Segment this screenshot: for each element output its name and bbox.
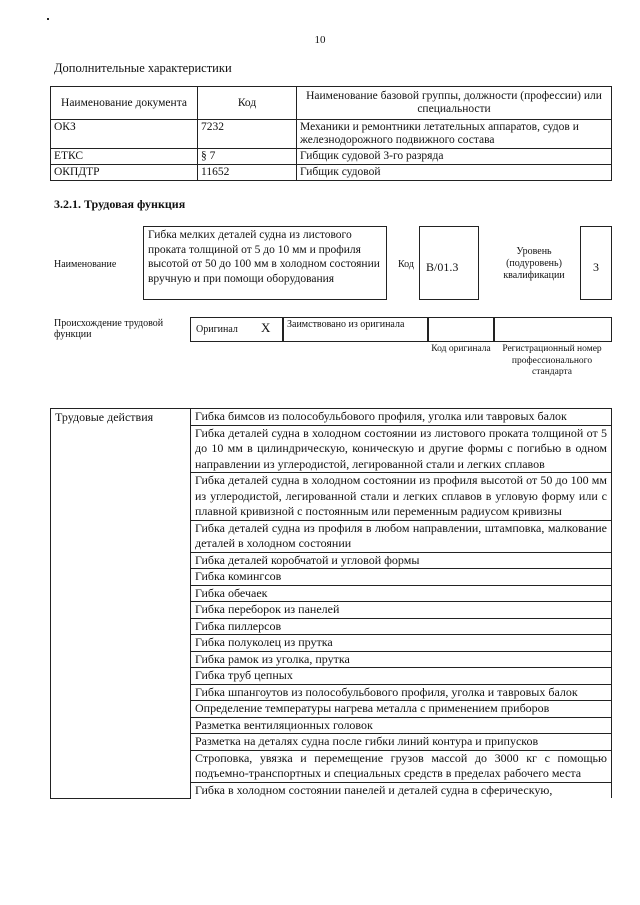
action-item: Гибка деталей судна в холодном состоянии из листового проката толщиной от 5 до 10 мм в цилиндрическую, коническую и другие формы с погибью в одном направлении из углеродистой, легированной стали и легких сплавов xyxy=(191,425,612,473)
function-name: Гибка мелких деталей судна из листового проката толщиной от 5 до 10 мм и профиля высотой от 50 до 100 мм в холодном состоянии вручную и при помощи оборудования xyxy=(143,226,387,300)
level-label: Уровень (подуровень) квалификации xyxy=(503,246,565,281)
action-item: Гибка рамок из уголка, прутка xyxy=(191,651,612,668)
borrowed-cell xyxy=(283,317,428,342)
reg-number-cell xyxy=(494,317,612,342)
code-original-cell xyxy=(428,317,494,342)
additional-table xyxy=(50,86,612,181)
cell-doc: ЕТКС xyxy=(51,149,198,165)
actions-label: Трудовые действия xyxy=(51,409,191,799)
table-row xyxy=(51,409,612,426)
header-group: Наименование базовой группы, должности (профессии) или специальности xyxy=(297,87,612,120)
labor-actions-table xyxy=(50,408,612,799)
action-item: Гибка бимсов из полособульбового профиля, уголка или тавровых балок xyxy=(191,409,612,426)
cell-name: Гибщик судовой xyxy=(297,165,612,181)
original-label: Оригинал xyxy=(196,324,238,335)
reg-number-caption: Регистрационный номер профессионального стандарта xyxy=(502,344,602,377)
labor-function-heading: 3.2.1. Трудовая функция xyxy=(54,197,186,211)
qualification-level: 3 xyxy=(580,226,612,300)
table-row xyxy=(51,165,612,181)
action-item: Гибка полуколец из прутка xyxy=(191,635,612,652)
cell-doc: ОКЗ xyxy=(51,120,198,149)
name-label: Наименование xyxy=(54,259,117,270)
action-item: Гибка обечаек xyxy=(191,585,612,602)
cell-name: Механики и ремонтники летательных аппаратов, судов и железнодорожного подвижного состава xyxy=(297,120,612,149)
action-item: Гибка переборок из панелей xyxy=(191,602,612,619)
action-item: Разметка вентиляционных головок xyxy=(191,717,612,734)
code-original-caption: Код оригинала xyxy=(431,344,491,354)
action-item: Гибка комингсов xyxy=(191,569,612,586)
code-label: Код xyxy=(398,259,414,270)
table-row xyxy=(51,120,612,149)
header-document: Наименование документа xyxy=(51,87,198,120)
action-item: Гибка шпангоутов из полособульбового профиля, уголка и тавровых балок xyxy=(191,684,612,701)
action-item: Разметка на деталях судна после гибки линий контура и припусков xyxy=(191,734,612,751)
scan-dot xyxy=(47,18,49,20)
borrowed-label: Заимствовано из оригинала xyxy=(287,319,405,330)
cell-code: § 7 xyxy=(198,149,297,165)
action-item: Гибка деталей судна в холодном состоянии из профиля высотой от 50 до 100 мм из углеродистой, легированной стали и легких сплавов в угловую форму или с плавной кривизной с постоянным или переменным радиусом кривизны xyxy=(191,473,612,521)
table-header-row xyxy=(51,87,612,120)
header-code: Код xyxy=(198,87,297,120)
original-mark: X xyxy=(261,320,271,335)
cell-name: Гибщик судовой 3-го разряда xyxy=(297,149,612,165)
page-number: 10 xyxy=(314,34,326,46)
cell-doc: ОКПДТР xyxy=(51,165,198,181)
function-code: B/01.3 xyxy=(419,226,479,300)
action-item: Строповка, увязка и перемещение грузов массой до 3000 кг с помощью подъемно-транспортных и специальных средств в пределах рабочего места xyxy=(191,750,612,782)
action-item: Гибка труб цепных xyxy=(191,668,612,685)
cell-code: 7232 xyxy=(198,120,297,149)
action-item: Гибка пиллерсов xyxy=(191,618,612,635)
original-cell xyxy=(190,317,283,342)
action-item: Гибка деталей судна из профиля в любом направлении, штамповка, малкование деталей в холодном состоянии xyxy=(191,520,612,552)
cell-code: 11652 xyxy=(198,165,297,181)
action-item: Гибка в холодном состоянии панелей и деталей судна в сферическую, xyxy=(191,782,612,798)
additional-title: Дополнительные характеристики xyxy=(54,61,232,75)
action-item: Определение температуры нагрева металла с применением приборов xyxy=(191,701,612,718)
origin-label: Происхождение трудовой функции xyxy=(54,318,164,340)
action-item: Гибка деталей коробчатой и угловой формы xyxy=(191,552,612,569)
table-row xyxy=(51,149,612,165)
